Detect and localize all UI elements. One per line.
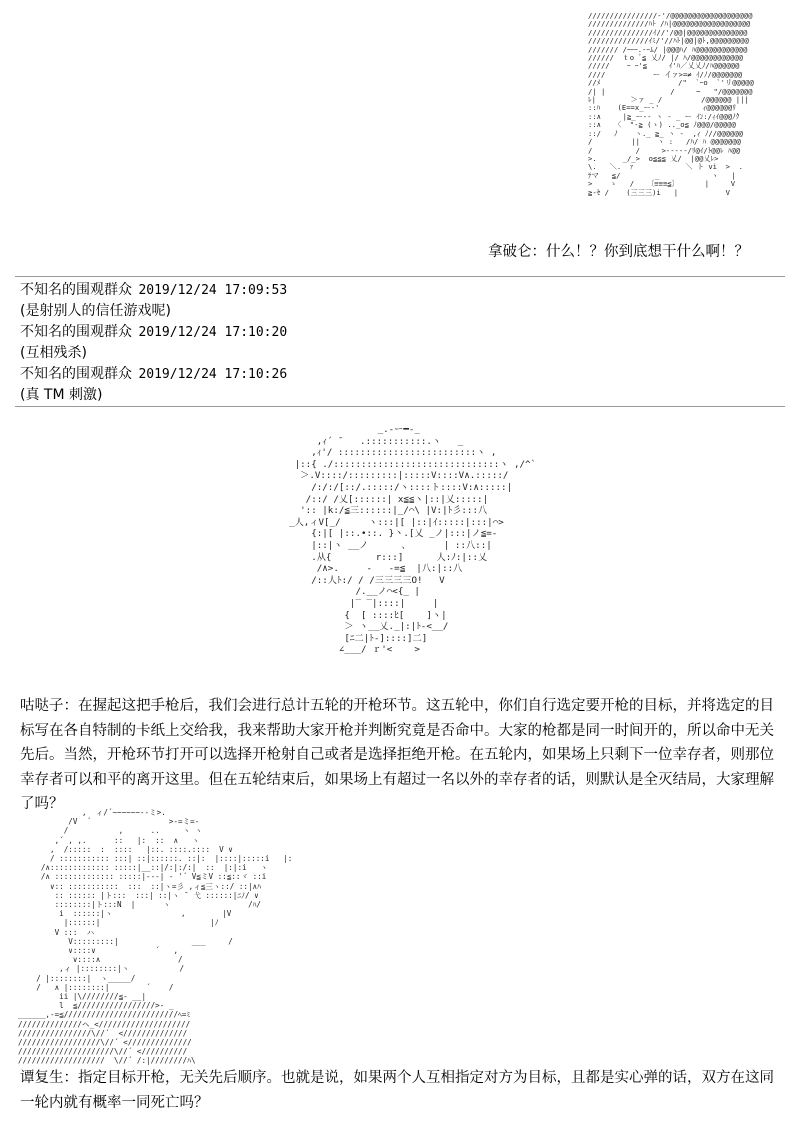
comment-author: 不知名的围观群众 [20, 324, 132, 340]
ascii-art-napoleon: ////////////////-'/@@@@@@@@@@@@@@@@@@@ //////////////ﾊﾄ /ﾊ|@@@@@@@@@@@@@@@@@@ ///////////////ｲ//'/@@|@@@@@@@@@@@@@@ //////////////ｲﾐ/'//ﾊﾄ|@@|@ﾄ,@@@@@@@@@ /////// /ｰｰｰ.-ｰﾑ/ |@@@ﾊ/ ﾊ@@@@@@@@@@@@ ////// ｔo ﾟ≦ 乂ﾉ/ |/ ﾊ/@@@@@@@@@@@@ ///// ｰ ｰ'≦ ｲ'ﾊ／乂乂ﾉ/ﾊ@@@@@@ //// ー イァ>=≠ ｲ/ﾉ/@@@@@@@ //ﾒ /" `ｰo `'リ@@@@@ /| | / ~ "/@@@@@@@ ﾚ| ＞ァ _ / /@@@@@@ ||| ::ﾊ (E==x_ー-' ｨ@@@@@@ﾘ ::∧ |≧_ー-- ヽ - _ ー ｲﾝ:/ｨｲ@@@ﾉｸ ::∧ 〈 "-≧ (ゝ) .._o≦ ﾉ@@@/@@@@@ ::/ ﾉ ヽ._ ≧_ ヽ - ,ｨ ﾉ//@@@@@@ / || ヽ : /ﾊ/ ﾊ @@@@@@@ / / >-----/ﾘ@ｲ/ﾄ@@ﾚ ﾊ@@ >. _/_> o≦≦≦ 乂/ |@@乂ﾚ> \. ＼. ｧ ＼ ト vi > . ﾃマ ≦/ _ ヽ | > ゝ / 〔≡≡≡≦〕 | V ≧-ｾ / (三三三)i | V [588, 11, 754, 197]
comments-bottom-divider [15, 406, 785, 407]
comment-author: 不知名的围观群众 [20, 282, 132, 298]
comment-section [20, 280, 785, 406]
ascii-art-gudako: _.-ー━-_ ,ｨ´ ̄ .:::::::::::.ヽ _ ,ｨ'/ :::::::::::::::::::::::::ヽ , |::{ ./::::::::::::::::::::::::::::::ヽ ,/^` ＞.V::::/:::::::::|:::::V::::V∧.:::::/ /:/:/[::/.:::::/ヽ::::ト::::V:∧:::::| /::/ /乂[::::::| x≦≦ヽ|::|乂:::::| ':: |k:/≦三::::::|_/⌒\ |V:|ﾄ彡:::八 _人,ィV[_/ ヽ:::|[ |::|ｲ:::::|:::|⌒> {:|[ |::.•::. }丶.[乂 _ノ|:::|ノ≦=- |::|ヽ __ノ 、 | ::八::| .从{ r:::] 人:ﾉ:|::乂 /∧>. ‐ -=≦ |八:|::八 /::人ﾄ:/ / /三三三三O! V /.__ノ⌒<{_ | |‾ ‾|::::| | { [ ::::ﾋ[ ]ヽ| ＞ ヽ__乂._|:|ﾄ-<__/ [ﾆ二|ﾄ-]::::]二] ∠___/ ｒ'< > [289, 424, 537, 656]
gudako-speech: 咕哒子：在握起这把手枪后，我们会进行总计五轮的开枪环节。这五轮中，你们自行选定要开枪的目标，并将选定的目标写在各自特制的卡纸上交给我，我来帮助大家开枪并判断究竟是否命中。大家的枪都是同一时间开的，所以命中无关先后。当然，开枪环节打开可以选择开枪射自己或者是选择拒绝开枪。在五轮内，如果场上只剩下一位幸存者，则那位幸存者可以和平的离开这里。但在五轮结束后，如果场上有超过一名以外的幸存者的话，则默认是全灭结局，大家理解了吗？ [20, 698, 774, 812]
comment-header [20, 364, 785, 385]
tan-fusheng-speech: 谭复生：指定目标开枪，无关先后顺序。也就是说，如果两个人互相指定对方为目标，且都是实心弹的话，双方在这同一轮内就有概率一同死亡吗？ [20, 1070, 774, 1111]
comment-timestamp: 2019/12/24 17:10:20 [138, 325, 288, 340]
ascii-art-tan-fusheng: , ィ/´~~~~~~‐-ミ>. /V ´ >-=ミ=- / , .. ヽ ヽ ,´ , ,. :: |: :: ∧ ヽ , /::::: : :::: |::. ::::.:::: V ∨ / ::::::::::: :::| ::|::::::. ::|: |::::|:::::i |: /∧::::::::::::: :::::|__::|/:|:/:| :: |:|:i ヽ /∧ ::::::::::::: :::::|‐‐‐| ‐ '´ V≦ミV ::≦::ヾ ::i ∨:: ::::::::::: ::: ::|ヽ=彡 ,ィ≦三ヽ::/ ::|∧ﾊ :: :::::: |ト::: :::| ::|ヽ ̄ 弋 ::::::|ﾆﾉ/ ∨ ::::::::|ト:::N | ヽ /ﾊ/ i ::::::|ヽ , |V |::::::| |ﾉ V ::: ハ V:::::::::| ___ / ∨::::∨ ´ , ∨::::∧ / ,ィ |::::::::|ヽ / / |::::::::| ヽ_____/ / ∧ |::::::::| ´ / ii |\////////≦- __| l ≦/////////////////>- _ ______,-=≦/////////////////////////ﾍ=ﾐ //////////////ヘ_<//////////////////// ////////////////\//´ <////////////// //////////////////\//´ <////////////// /////////////////////\//´ <////////// /////////////////// \//´ /:|////////ﾊ\ [18, 808, 293, 1066]
comment-text: (互相残杀) [20, 345, 87, 361]
comment-text: (真 TM 刺激) [20, 387, 103, 403]
comment-header [20, 322, 785, 343]
comment-timestamp: 2019/12/24 17:10:26 [138, 367, 288, 382]
comment-header [20, 280, 785, 301]
comment-text: (是射别人的信任游戏呢) [20, 303, 171, 319]
comment-author: 不知名的围观群众 [20, 366, 132, 382]
comment-timestamp: 2019/12/24 17:09:53 [138, 283, 288, 298]
comments-top-divider [15, 276, 785, 277]
napoleon-speech: 拿破仑：什么！？你到底想干什么啊！？ [488, 244, 749, 260]
